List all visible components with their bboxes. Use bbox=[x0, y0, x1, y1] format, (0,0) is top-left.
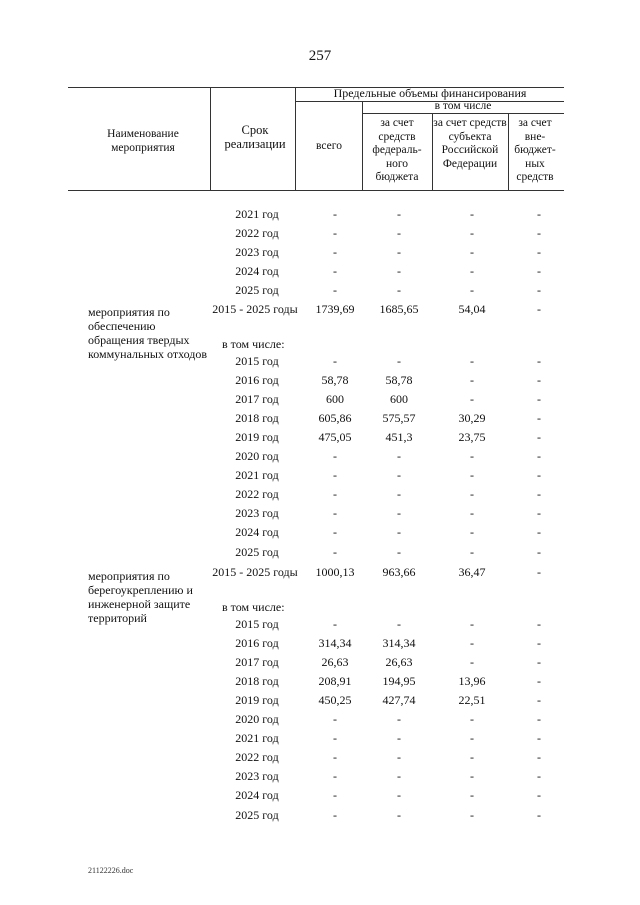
cell-year: 2021 год bbox=[235, 731, 279, 745]
activity-name-coastal: мероприятия по берегоукреплению и инженерной защите территорий bbox=[88, 569, 193, 625]
header-including: в том числе bbox=[434, 100, 492, 112]
cell-other: - bbox=[537, 468, 541, 482]
cell-fed: 575,57 bbox=[382, 411, 416, 425]
cell-subj: - bbox=[470, 617, 474, 631]
cell-subj: - bbox=[470, 788, 474, 802]
cell-other: - bbox=[537, 655, 541, 669]
cell-year: 2024 год bbox=[235, 264, 279, 278]
col-divider-total-fed bbox=[362, 101, 363, 190]
cell-subj: - bbox=[470, 449, 474, 463]
cell-total: 314,34 bbox=[318, 636, 352, 650]
cell-other: - bbox=[537, 354, 541, 368]
cell-year: 2024 год bbox=[235, 525, 279, 539]
cell-subj: - bbox=[470, 283, 474, 297]
cell-fed: - bbox=[397, 245, 401, 259]
cell-total: - bbox=[333, 354, 337, 368]
header-bottom-border bbox=[68, 190, 564, 191]
cell-year: 2024 год bbox=[235, 788, 279, 802]
cell-year: 2022 год bbox=[235, 226, 279, 240]
cell-other: - bbox=[537, 506, 541, 520]
header-total: всего bbox=[316, 140, 342, 152]
header-subject: за счет средств субъекта Российской Федерации bbox=[433, 117, 507, 170]
cell-total: 208,91 bbox=[318, 674, 352, 688]
cell-subj: 54,04 bbox=[458, 302, 486, 316]
cell-other: - bbox=[537, 487, 541, 501]
cell-subj: 13,96 bbox=[458, 674, 486, 688]
cell-other: - bbox=[537, 750, 541, 764]
cell-other: - bbox=[537, 411, 541, 425]
table-row bbox=[0, 565, 640, 584]
header-term: Срок реализации bbox=[224, 123, 286, 151]
cell-subj: - bbox=[470, 545, 474, 559]
cell-year: 2020 год bbox=[235, 449, 279, 463]
cell-total: 1739,69 bbox=[315, 302, 355, 316]
table-row bbox=[0, 750, 640, 769]
cell-fed: 963,66 bbox=[382, 565, 416, 579]
table-row bbox=[0, 506, 640, 525]
table-row bbox=[0, 207, 640, 226]
cell-total: - bbox=[333, 617, 337, 631]
cell-other: - bbox=[537, 617, 541, 631]
cell-total: - bbox=[333, 226, 337, 240]
page-number: 257 bbox=[308, 48, 332, 64]
cell-year: 2019 год bbox=[235, 693, 279, 707]
cell-fed: 58,78 bbox=[385, 373, 413, 387]
cell-fed: - bbox=[397, 750, 401, 764]
cell-subj: - bbox=[470, 468, 474, 482]
cell-total: 58,78 bbox=[321, 373, 349, 387]
cell-other: - bbox=[537, 636, 541, 650]
table-row bbox=[0, 808, 640, 827]
cell-year: 2025 год bbox=[235, 545, 279, 559]
cell-fed: - bbox=[397, 712, 401, 726]
cell-year: 2025 год bbox=[235, 808, 279, 822]
cell-year: 2016 год bbox=[235, 636, 279, 650]
cell-year: 2015 год bbox=[235, 354, 279, 368]
cell-year: 2018 год bbox=[235, 674, 279, 688]
cell-subj: - bbox=[470, 487, 474, 501]
cell-total: - bbox=[333, 506, 337, 520]
cell-subj: - bbox=[470, 226, 474, 240]
cell-other: - bbox=[537, 226, 541, 240]
cell-total: - bbox=[333, 264, 337, 278]
cell-subj: - bbox=[470, 808, 474, 822]
cell-total: 26,63 bbox=[321, 655, 349, 669]
header-name: Наименование мероприятия bbox=[107, 128, 179, 154]
cell-fed: - bbox=[397, 769, 401, 783]
cell-other: - bbox=[537, 525, 541, 539]
cell-fed: - bbox=[397, 449, 401, 463]
cell-year: 2025 год bbox=[235, 283, 279, 297]
cell-total: - bbox=[333, 731, 337, 745]
cell-total: - bbox=[333, 207, 337, 221]
cell-fed: - bbox=[397, 207, 401, 221]
cell-other: - bbox=[537, 207, 541, 221]
table-row bbox=[0, 264, 640, 283]
cell-year: 2015 - 2025 годы bbox=[212, 565, 298, 579]
cell-year: 2017 год bbox=[235, 655, 279, 669]
cell-total: - bbox=[333, 545, 337, 559]
header-federal: за счет средств федераль- ного бюджета bbox=[372, 117, 422, 183]
cell-fed: 26,63 bbox=[385, 655, 413, 669]
cell-subj: - bbox=[470, 750, 474, 764]
cell-other: - bbox=[537, 392, 541, 406]
cell-fed: - bbox=[397, 264, 401, 278]
cell-other: - bbox=[537, 264, 541, 278]
table-row bbox=[0, 731, 640, 750]
activity-name-waste: мероприятия по обеспечению обращения твердых коммунальных отходов bbox=[88, 305, 208, 361]
table-row bbox=[0, 468, 640, 487]
cell-year: 2020 год bbox=[235, 712, 279, 726]
cell-other: - bbox=[537, 674, 541, 688]
cell-total: - bbox=[333, 769, 337, 783]
table-row bbox=[0, 545, 640, 564]
cell-fed: 600 bbox=[390, 392, 408, 406]
cell-subj: - bbox=[470, 525, 474, 539]
col-divider-term-limits bbox=[295, 87, 296, 190]
cell-subj: - bbox=[470, 373, 474, 387]
cell-fed: - bbox=[397, 283, 401, 297]
cell-total: - bbox=[333, 449, 337, 463]
cell-subj: - bbox=[470, 731, 474, 745]
cell-subj: 22,51 bbox=[458, 693, 486, 707]
cell-year: 2019 год bbox=[235, 430, 279, 444]
cell-year: 2023 год bbox=[235, 506, 279, 520]
col-divider-name-term bbox=[210, 87, 211, 190]
cell-subj: 36,47 bbox=[458, 565, 486, 579]
table-row bbox=[0, 769, 640, 788]
header-offbudget: за счет вне- бюджет- ных средств bbox=[514, 117, 556, 183]
cell-other: - bbox=[537, 545, 541, 559]
cell-total: - bbox=[333, 245, 337, 259]
cell-total: - bbox=[333, 808, 337, 822]
table-row bbox=[0, 655, 640, 674]
cell-total: 475,05 bbox=[318, 430, 352, 444]
cell-total: 1000,13 bbox=[315, 565, 355, 579]
cell-year: 2023 год bbox=[235, 245, 279, 259]
header-limits: Предельные объемы финансирования bbox=[333, 86, 527, 100]
cell-other: - bbox=[537, 302, 541, 316]
cell-year: 2016 год bbox=[235, 373, 279, 387]
cell-total: 605,86 bbox=[318, 411, 352, 425]
cell-year: 2022 год bbox=[235, 487, 279, 501]
table-row bbox=[0, 430, 640, 449]
table-row bbox=[0, 525, 640, 544]
cell-subj: 30,29 bbox=[458, 411, 486, 425]
cell-other: - bbox=[537, 808, 541, 822]
table-row bbox=[0, 674, 640, 693]
cell-other: - bbox=[537, 565, 541, 579]
cell-fed: 1685,65 bbox=[379, 302, 419, 316]
cell-other: - bbox=[537, 769, 541, 783]
cell-fed: - bbox=[397, 545, 401, 559]
cell-fed: - bbox=[397, 468, 401, 482]
cell-total: - bbox=[333, 712, 337, 726]
cell-total: - bbox=[333, 468, 337, 482]
cell-fed: - bbox=[397, 788, 401, 802]
table-row bbox=[0, 226, 640, 245]
table-row bbox=[0, 411, 640, 430]
cell-fed: - bbox=[397, 487, 401, 501]
cell-other: - bbox=[537, 283, 541, 297]
cell-year: 2018 год bbox=[235, 411, 279, 425]
cell-year: 2022 год bbox=[235, 750, 279, 764]
cell-fed: - bbox=[397, 226, 401, 240]
cell-subj: - bbox=[470, 354, 474, 368]
cell-fed: - bbox=[397, 506, 401, 520]
cell-total: 600 bbox=[326, 392, 344, 406]
cell-year: 2021 год bbox=[235, 207, 279, 221]
table-row bbox=[0, 392, 640, 411]
cell-year: в том числе: bbox=[222, 337, 285, 351]
table-row bbox=[0, 693, 640, 712]
cell-subj: - bbox=[470, 655, 474, 669]
cell-other: - bbox=[537, 731, 541, 745]
cell-total: 450,25 bbox=[318, 693, 352, 707]
cell-fed: - bbox=[397, 808, 401, 822]
cell-fed: - bbox=[397, 731, 401, 745]
table-row bbox=[0, 617, 640, 636]
cell-subj: - bbox=[470, 506, 474, 520]
cell-fed: - bbox=[397, 525, 401, 539]
cell-year: 2015 год bbox=[235, 617, 279, 631]
cell-other: - bbox=[537, 712, 541, 726]
cell-year: 2017 год bbox=[235, 392, 279, 406]
cell-other: - bbox=[537, 693, 541, 707]
table-row bbox=[0, 354, 640, 373]
cell-other: - bbox=[537, 449, 541, 463]
cell-year: 2021 год bbox=[235, 468, 279, 482]
cell-total: - bbox=[333, 283, 337, 297]
table-row bbox=[0, 373, 640, 392]
table-row bbox=[0, 487, 640, 506]
table-row bbox=[0, 245, 640, 264]
cell-fed: 194,95 bbox=[382, 674, 416, 688]
cell-total: - bbox=[333, 487, 337, 501]
cell-total: - bbox=[333, 788, 337, 802]
cell-subj: - bbox=[470, 392, 474, 406]
cell-subj: - bbox=[470, 712, 474, 726]
table-row bbox=[0, 449, 640, 468]
cell-year: 2015 - 2025 годы bbox=[212, 302, 298, 316]
cell-other: - bbox=[537, 430, 541, 444]
cell-fed: 427,74 bbox=[382, 693, 416, 707]
cell-subj: - bbox=[470, 636, 474, 650]
table-row bbox=[0, 283, 640, 302]
cell-total: - bbox=[333, 750, 337, 764]
cell-fed: 451,3 bbox=[385, 430, 413, 444]
cell-subj: - bbox=[470, 207, 474, 221]
table-row bbox=[0, 636, 640, 655]
cell-subj: - bbox=[470, 769, 474, 783]
cell-fed: 314,34 bbox=[382, 636, 416, 650]
cell-subj: 23,75 bbox=[458, 430, 486, 444]
cell-fed: - bbox=[397, 617, 401, 631]
cell-total: - bbox=[333, 525, 337, 539]
cell-other: - bbox=[537, 788, 541, 802]
cell-other: - bbox=[537, 245, 541, 259]
cell-subj: - bbox=[470, 264, 474, 278]
cell-other: - bbox=[537, 373, 541, 387]
cell-year: 2023 год bbox=[235, 769, 279, 783]
cell-fed: - bbox=[397, 354, 401, 368]
table-row bbox=[0, 302, 640, 321]
table-row bbox=[0, 712, 640, 731]
cell-year: в том числе: bbox=[222, 600, 285, 614]
table-row bbox=[0, 788, 640, 807]
document-filename: 21122226.doc bbox=[88, 866, 134, 875]
cell-subj: - bbox=[470, 245, 474, 259]
